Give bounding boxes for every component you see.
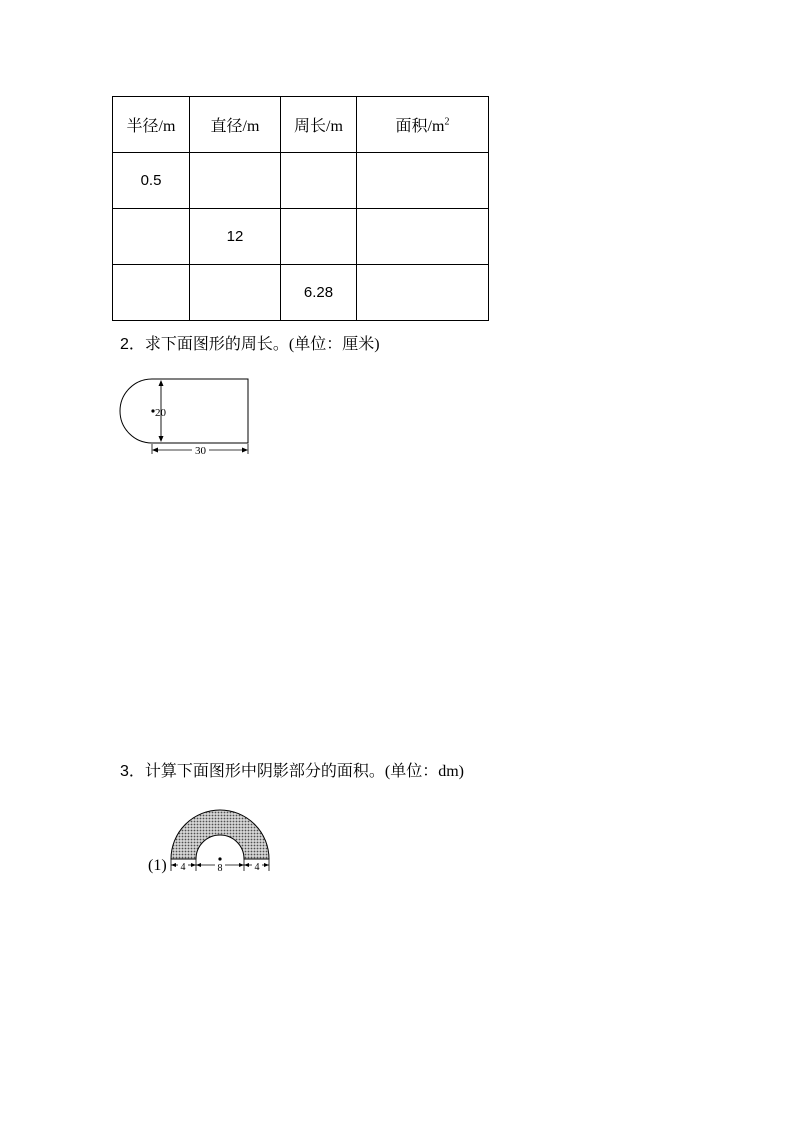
table-cell (357, 265, 489, 321)
table-cell (113, 209, 190, 265)
table-cell (357, 153, 489, 209)
question-3-text: 计算下面图形中阴影部分的面积。(单位：dm) (144, 763, 465, 780)
question-3-number: 3． (120, 763, 145, 780)
shaded-semi-annulus-figure (166, 805, 274, 877)
arrow-right-icon (264, 863, 269, 867)
left-width-label: 4 (180, 862, 186, 873)
arrow-left-icon (171, 863, 176, 867)
shaded-region (171, 810, 269, 859)
width-label: 30 (195, 445, 206, 457)
table-cell (281, 209, 357, 265)
header-diameter: 直径/m (190, 97, 281, 153)
arrow-right-icon (191, 863, 196, 867)
question-2-text: 求下面图形的周长。(单位：厘米) (144, 336, 380, 353)
arrow-right-icon (239, 863, 244, 867)
table-header-row (113, 97, 489, 153)
arrow-left-icon (196, 863, 201, 867)
middle-width-label: 8 (217, 863, 223, 874)
table-cell (281, 153, 357, 209)
table-row (113, 153, 489, 209)
table-cell (190, 153, 281, 209)
question-3 (120, 758, 464, 781)
table-cell (113, 265, 190, 321)
arrow-down-icon (159, 436, 164, 442)
table-cell (357, 209, 489, 265)
header-area-superscript: 2 (444, 116, 450, 128)
header-circumference: 周长/m (281, 97, 357, 153)
center-point (218, 857, 221, 860)
table-cell: 12 (190, 209, 281, 265)
height-label: 20 (155, 407, 166, 419)
arrow-left-icon (244, 863, 249, 867)
header-area (357, 97, 489, 153)
table-cell (190, 265, 281, 321)
header-radius: 半径/m (113, 97, 190, 153)
table-row (113, 265, 489, 321)
figure-outline (120, 379, 248, 443)
question-2 (120, 331, 380, 354)
arrow-up-icon (159, 380, 164, 386)
semicircle-rectangle-figure (110, 368, 260, 460)
table-cell: 0.5 (113, 153, 190, 209)
header-area-label: 面积/m (395, 118, 445, 135)
arrow-right-icon (242, 448, 248, 453)
right-width-label: 4 (254, 862, 260, 873)
figure-1-label: (1) (148, 857, 167, 874)
arrow-left-icon (152, 448, 158, 453)
table-cell: 6.28 (281, 265, 357, 321)
circle-table (112, 96, 489, 321)
table-row (113, 209, 489, 265)
question-2-number: 2． (120, 336, 145, 353)
